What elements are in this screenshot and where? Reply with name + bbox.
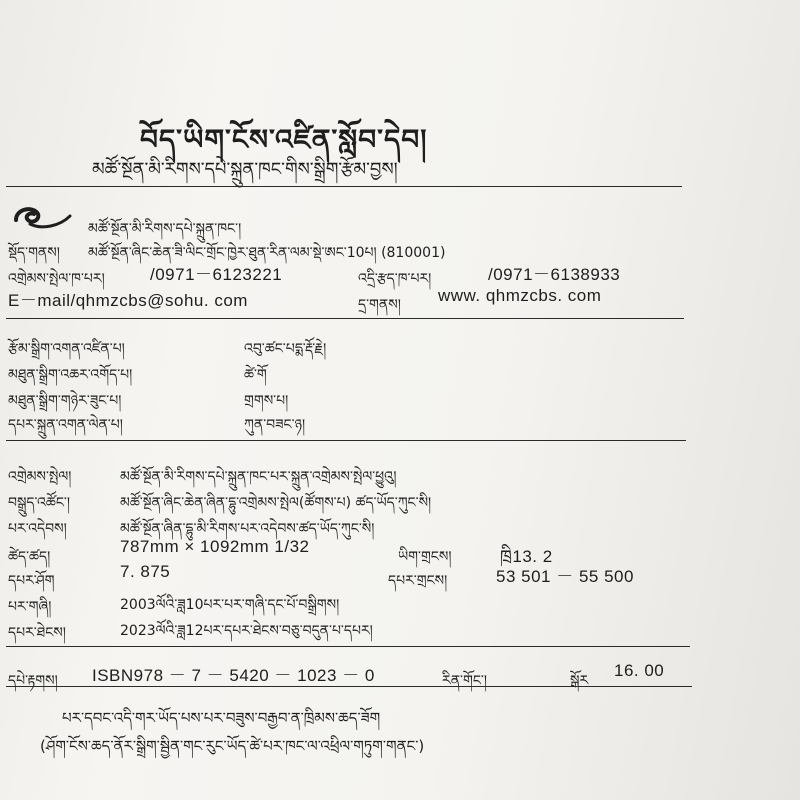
divider bbox=[6, 186, 682, 187]
fax-value: /0971－6138933 bbox=[488, 265, 621, 284]
web-label: དྲ་གནས། bbox=[358, 297, 401, 313]
phone-value: /0971－6123221 bbox=[150, 265, 283, 284]
defect-notice: (ཤོག་ངོས་ཆད་ནོར་སྒྲིག་སྦྱིན་གང་རུང་ཡོད་ཚེ་པར་ཁང་ལ་འཕྲིལ་གཏུག་གནང་) bbox=[40, 737, 425, 755]
detail-value: 787mm × 1092mm 1/32 bbox=[120, 537, 310, 556]
isbn-value: ISBN978 － 7 － 5420 － 1023 － 0 bbox=[92, 666, 375, 685]
divider bbox=[6, 686, 692, 687]
detail-value: 2003ལོའི་ཟླ10པར་པར་གཞི་དང་པོ་བསྒྲིགས། bbox=[120, 597, 340, 613]
detail-value: 7. 875 bbox=[120, 562, 171, 581]
editor-label: དཔར་སྐྲུན་འགན་ལེན་པ། bbox=[8, 417, 123, 433]
editor-value: ཚེ་གོ bbox=[244, 367, 267, 383]
address-value: མཚོ་སྔོན་ཞིང་ཆེན་ཟི་ལིང་གྲོང་ཁྱེར་ཐུན་རིན་ལམ་སྡེ་ཨང་10པ། (810001) bbox=[88, 245, 446, 261]
detail-label-2: དཔར་གྲངས། bbox=[388, 573, 448, 589]
price-unit: སྒོར bbox=[570, 673, 589, 689]
address-label: སྡོད་གནས། bbox=[8, 245, 60, 261]
detail-label: བསྒྲུད་འཚོང་། bbox=[8, 495, 70, 511]
copyright-notice: པར་དབང་འདི་གར་ཡོད་པས་པར་བཟུས་བརྒྱབ་ན་ཁྲིམས་ཆད་ཟོག bbox=[62, 709, 381, 727]
detail-label: ཚེད་ཚད། bbox=[8, 549, 51, 565]
divider bbox=[6, 318, 684, 319]
editor-value: འབུ་ཚང་པདྨ་རྡོ་རྗེ། bbox=[244, 341, 327, 357]
detail-value-2: 53 501 － 55 500 bbox=[496, 567, 634, 586]
detail-value-2: ཁྲི13. 2 bbox=[500, 547, 553, 566]
fax-label: འདྲི་རྩད་ཁ་པར། bbox=[358, 271, 432, 287]
editor-label: མཐུན་སྒྲིག་འཆར་འགོད་པ། bbox=[8, 367, 133, 383]
detail-label: པར་གཞི། bbox=[8, 599, 52, 615]
price-value: 16. 00 bbox=[614, 661, 665, 680]
editor-label: རྩོམ་སྒྲིག་འགན་འཛིན་པ། bbox=[8, 341, 125, 357]
detail-label: དཔར་ཤོག bbox=[8, 573, 55, 589]
publisher-logo-icon bbox=[12, 200, 72, 232]
detail-value: 2023ལོའི་ཟླ12པར་དཔར་ཐེངས་བཅུ་བདུན་པ་དཔར། bbox=[120, 623, 373, 639]
isbn-label: དཔེ་རྟགས། bbox=[8, 673, 58, 689]
divider bbox=[6, 646, 690, 647]
editor-label: མཐུན་སྒྲིག་གཉེར་ཟུང་པ། bbox=[8, 393, 122, 409]
detail-value: མཚོ་སྔོན་ཞིན་དྷུ་མི་རིགས་པར་འདེབས་ཚད་ཡོད་ཀུང་སི། bbox=[120, 521, 375, 537]
book-title: བོད་ཡིག་ངོས་འཛིན་སློབ་དེབ། bbox=[140, 123, 428, 156]
detail-value: མཚོ་སྔོན་མི་རིགས་དཔེ་སྐྲུན་ཁང་པར་སྐྲུན་འགྲེམས་སྤེལ་ཕྱུའུ། bbox=[120, 469, 397, 485]
price-label: རིན་གོང་། bbox=[442, 673, 487, 689]
publisher-name: མཚོ་སྔོན་མི་རིགས་དཔེ་སྐྲུན་ཁང་། bbox=[88, 221, 242, 237]
detail-label: པར་འདེབས། bbox=[8, 521, 67, 537]
detail-label-2: ཡིག་གྲངས། bbox=[398, 549, 452, 565]
editor-value: གྲགས་པ། bbox=[244, 393, 289, 409]
email-value: E－mail/qhmzcbs@sohu. com bbox=[8, 291, 248, 310]
divider bbox=[6, 440, 686, 441]
web-value: www. qhmzcbs. com bbox=[438, 286, 602, 305]
book-subtitle: མཚོ་སྔོན་མི་རིགས་དཔེ་སྐྲུན་ཁང་གིས་སྒྲིག་རྩོམ་བྱས། bbox=[92, 159, 398, 180]
editor-value: ཀུན་བཟང་ཉ། bbox=[244, 417, 306, 433]
detail-value: མཚོ་སྔོན་ཞིང་ཆེན་ཞིན་དྷུ་འགྲེམས་སྤེལ(ཚོགས་པ) ཚད་ཡོད་ཀུང་སི། bbox=[120, 495, 432, 511]
phone-label: འགྲེམས་སྤེལ་ཁ་པར། bbox=[8, 271, 105, 287]
detail-label: དཔར་ཐེངས། bbox=[8, 625, 66, 641]
detail-label: འགྲེམས་སྤེལ། bbox=[8, 469, 72, 485]
